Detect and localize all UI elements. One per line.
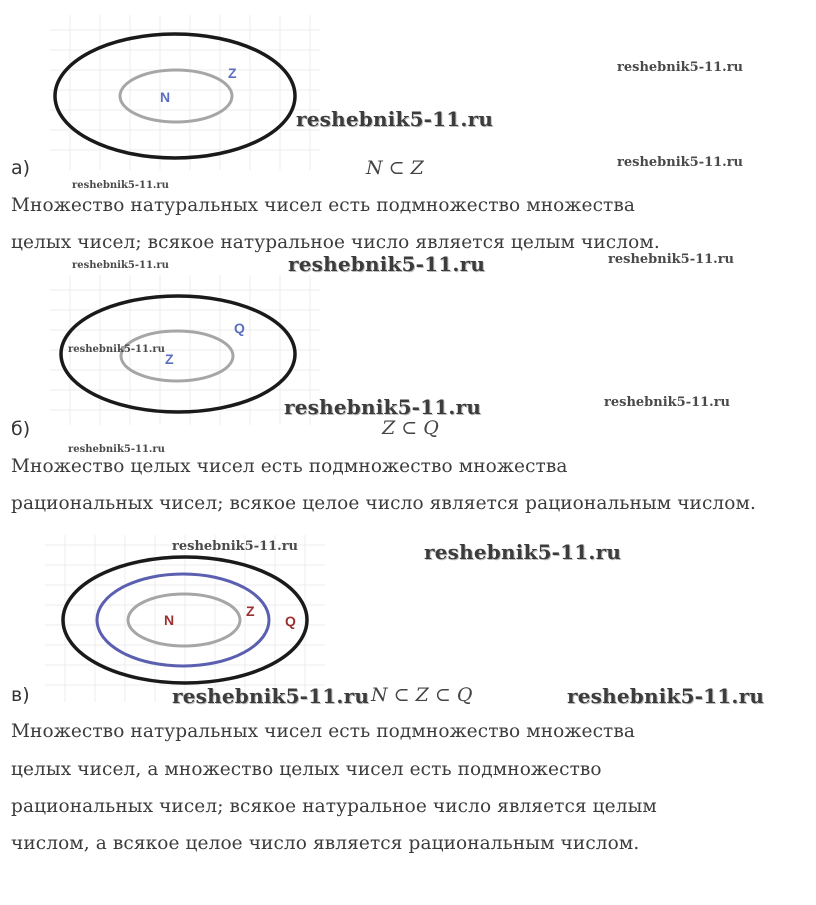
item-label-b: б) (11, 418, 31, 440)
paragraph-c-line4: числом, а всякое целое число является рациональным числом. (11, 833, 640, 854)
watermark: reshebnik5-11.ru (72, 180, 169, 191)
paragraph-b-line2: рациональных чисел; всякое целое число является рациональным числом. (11, 493, 756, 514)
item-label-a: а) (11, 157, 31, 179)
watermark: reshebnik5-11.ru (608, 252, 735, 267)
set-z-label: Z (228, 65, 237, 81)
paragraph-a-line1: Множество натуральных чисел есть подмножество множества (11, 195, 636, 216)
watermark: reshebnik5-11.ru (617, 60, 744, 75)
watermark: reshebnik5-11.ru (604, 395, 731, 410)
watermark: reshebnik5-11.ru (72, 260, 169, 271)
paragraph-c-line2: целых чисел, а множество целых чисел есть подмножество (11, 759, 602, 780)
venn-diagram-c (40, 530, 330, 705)
set-n-label: N (164, 612, 175, 628)
watermark: reshebnik5-11.ru (68, 444, 165, 455)
grid-background (45, 535, 325, 702)
formula-b: Z ⊂ Q (382, 417, 439, 439)
grid-background (50, 15, 320, 170)
set-n-label: N (160, 89, 171, 105)
formula-c: N ⊂ Z ⊂ Q (371, 684, 473, 706)
watermark: reshebnik5-11.ru (172, 539, 299, 554)
set-n-ellipse (128, 594, 240, 646)
set-z-ellipse (55, 34, 295, 158)
watermark: reshebnik5-11.ru (284, 395, 482, 419)
set-q-label: Q (285, 613, 296, 629)
paragraph-b-line1: Множество целых чисел есть подмножество множества (11, 456, 568, 477)
watermark: reshebnik5-11.ru (424, 540, 622, 564)
paragraph-c-line3: рациональных чисел; всякое натуральное число является целым (11, 796, 657, 817)
watermark: reshebnik5-11.ru (567, 684, 765, 708)
watermark: reshebnik5-11.ru (68, 344, 165, 355)
watermark: reshebnik5-11.ru (296, 107, 494, 131)
watermark: reshebnik5-11.ru (288, 252, 486, 276)
venn-diagram-a (40, 10, 330, 175)
paragraph-a-line2: целых чисел; всякое натуральное число является целым числом. (11, 232, 660, 253)
set-z-ellipse (97, 574, 269, 666)
watermark: reshebnik5-11.ru (617, 155, 744, 170)
set-z-label: Z (165, 351, 174, 367)
set-z-label: Z (246, 603, 255, 619)
set-q-label: Q (234, 320, 245, 336)
paragraph-c-line1: Множество натуральных чисел есть подмножество множества (11, 721, 636, 742)
item-label-c: в) (11, 684, 30, 706)
formula-a: N ⊂ Z (366, 157, 424, 179)
set-n-ellipse (120, 70, 232, 122)
watermark: reshebnik5-11.ru (172, 684, 370, 708)
set-z-ellipse (121, 331, 233, 381)
